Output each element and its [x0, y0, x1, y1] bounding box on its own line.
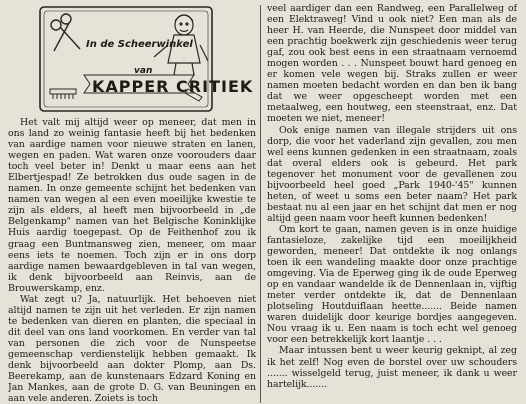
right-column: [261, 3, 517, 404]
paragraph: Om kort te gaan, namen geven is in onze huidige fantasieloze, zakelijke tijd een moeilijkheid geworden, meneer! Dat ontdekte ik nog onlangs toen ik een wandeling maakte door onze prachtige omgeving. Via de Eperweg ging ik de oude Eperweg op en vandaar wandelde ik de Dennenlaan in, vijftig meter verder ontdekte ik, dat de Dennenlaan plotseling Houtduiflaan heette....... Beide namen waren duidelijk door keurige bordjes aangegeven. Nou vraag ik u. Een naam is toch echt wel genoeg voor een betrekkelijk kort laantje . . .: [267, 223, 517, 346]
left-column: [8, 3, 260, 404]
paragraph: Maar intussen bent u weer keurig geknipt, al zeg ik het zelf! Nog even de borstel over uw schouders ....... wisselgeld terug, juist meneer, ik dank u weer hartelijk.......: [267, 345, 517, 390]
paragraph: Ook enige namen van illegale strijders uit ons dorp, die voor het vaderland zijn gevallen, zou men wel eens kunnen gedenken in een straatnaam, zoals dat overal elders ook is gebeurd. Het park tegenover het monument voor de gevallenen zou bijvoorbeeld heel goed „Park 1940-'45" kunnen heten, of weet u soms een beter naam? Het park bestaat nu al een jaar en het schijnt dat men er nog altijd geen naam voor heeft kunnen bedenken!: [267, 124, 517, 224]
paragraph: veel aardiger dan een Randweg, een Parallelweg of een Elektraweg! Vind u ook niet? Een man als de heer H. van Heerde, die Nunspeet door middel van een prachtig boekwerk zijn geschiedenis weer terug gaf, zou ook best eens in een straatnaam vernoemd mogen worden . . . Nunspeet bouwt hard genoeg en er komen vele wegen bij. Straks zullen er weer namen moeten bedacht worden en dan ben ik bang dat we weer opgescheept worden met een metaalweg, een houtweg, een steenstraat, enz. Dat moeten we niet, meneer!: [267, 3, 517, 125]
column-masthead: [8, 3, 256, 115]
masthead-title: KAPPER CRITIEK: [92, 77, 254, 96]
masthead-van: van: [134, 66, 153, 76]
barber-illustration: [36, 5, 216, 113]
masthead-subtitle: In de Scheerwinkel: [86, 39, 193, 50]
paragraph: Wat zegt u? Ja, natuurlijk. Het behoeven niet altijd namen te zijn uit het verleden. Er zijn namen te bedenken van dieren en planten, die speciaal in dit deel van ons land voorkomen. En verder van tal van personen die zich voor de Nunspeetse gemeenschap verdienstelijk hebben gemaakt. Ik denk bijvoorbeeld aan dokter Plomp, aan Ds. Beerekamp, aan de kunstenaars Edzard Koning en Jan Mankes, aan de grote D. G. van Beuningen en aan vele anderen. Zoiets is toch: [8, 293, 256, 404]
paragraph: Het valt mij altijd weer op meneer, dat men in ons land zo weinig fantasie heeft bij het bedenken van aardige namen voor nieuwe straten en lanen, wegen en paden. Wat waren onze voorouders daar toch veel beter in! Denkt u maar eens aan het Elbertjespad! Ze betrokken dus oude sagen in de namen. In onze gemeente schijnt het bedenken van namen van wegen al een even moeilijke kwestie te zijn als elders, al heeft men bijvoorbeeld in „de Belgenkamp" namen van het Belgische Koninklijke Huis aardig toegepast. Op de Feithenhof zou ik graag een Buntmansweg zien, meneer, om maar eens iets te noemen. Toch zijn er in ons dorp aardige namen bewaardgebleven in tal van wegen, ik denk bijvoorbeeld aan Reinvis, aan de Brouwerskamp, enz.: [8, 117, 256, 294]
